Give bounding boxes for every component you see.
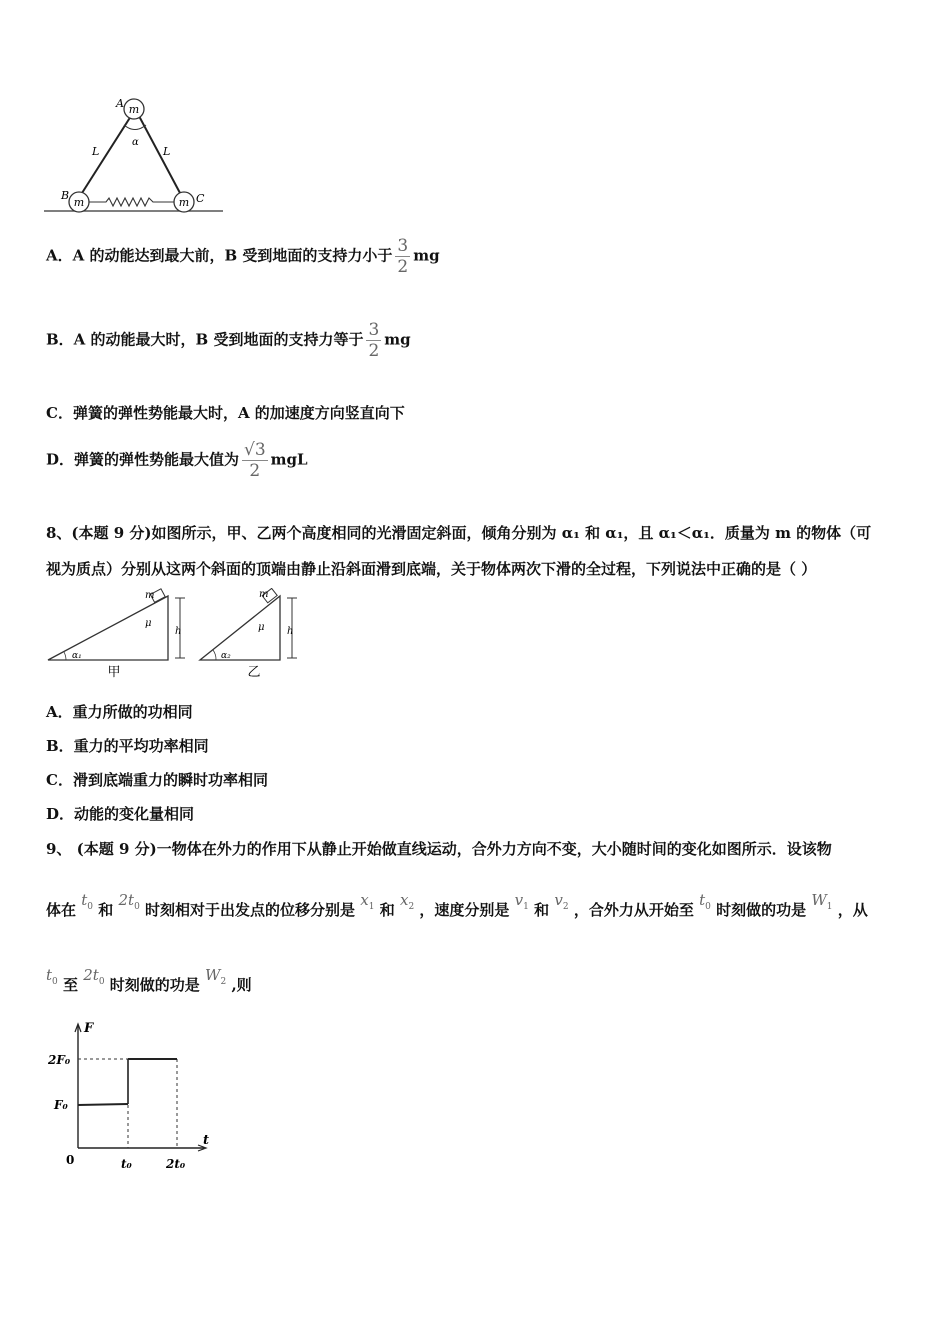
symbol-t0: $t_0$ — [699, 891, 711, 912]
q7-option-d: D．弹簧的弹性势能最大值为 $\frac{√3}{2}$ mgL — [46, 440, 308, 481]
symbol-2t0: $2t_0$ — [83, 966, 105, 987]
side-label-left: L — [92, 145, 100, 158]
origin-label: 0 — [66, 1153, 75, 1167]
y-axis-label: F — [84, 1021, 94, 1036]
label-c: C — [196, 192, 205, 205]
incline-yi — [200, 596, 280, 660]
rod-left — [82, 116, 131, 193]
spring — [88, 198, 174, 206]
caption-yi: 乙 — [247, 665, 261, 680]
q7-option-a: A．A 的动能达到最大前，B 受到地面的支持力小于 $\frac{3}{2}$ mg — [46, 236, 440, 277]
symbol-t0: $t_0$ — [81, 891, 94, 912]
fraction-3-2: $\frac{3}{2}$ — [397, 236, 409, 277]
mass-label-b: m — [73, 196, 85, 209]
svg-text:μ: μ — [258, 622, 265, 633]
angle-label: α — [132, 137, 139, 148]
svg-text:α₂: α₂ — [221, 651, 231, 661]
q8-option-d: D．动能的变化量相同 — [46, 805, 195, 823]
force-segment-f0 — [78, 1104, 128, 1105]
angle-arc — [124, 125, 146, 130]
mass-label-a: m — [128, 103, 140, 116]
svg-text:m: m — [145, 590, 155, 601]
symbol-v2: $v_2$ — [554, 891, 569, 912]
q8-stem-line2: 视为质点）分别从这两个斜面的顶端由静止沿斜面滑到底端，关于物体两次下滑的全过程，下列说法中正确的是（ ） — [46, 560, 817, 578]
symbol-2t0: $2t_0$ — [118, 891, 140, 912]
q8-option-c: C．滑到底端重力的瞬时功率相同 — [46, 771, 268, 789]
force-time-graph — [44, 1018, 224, 1178]
symbol-w1: $W_1$ — [811, 891, 833, 912]
label-b: B — [61, 189, 70, 202]
svg-text:m: m — [259, 589, 269, 600]
fraction-3-2: $\frac{3}{2}$ — [368, 320, 380, 361]
q9-stem-line1: 9、 (本题 9 分)一物体在外力的作用下从静止开始做直线运动，合外力方向不变，大小随时间的变化如图所示．设该物 — [46, 840, 832, 858]
q7-option-c: C．弹簧的弹性势能最大时，A 的加速度方向竖直向下 — [46, 404, 405, 422]
symbol-w2: $W_2$ — [205, 966, 227, 987]
label-a: A — [116, 97, 124, 110]
q9-stem-line2: 体在 $t_0$ 和 $2t_0$ 时刻相对于出发点的位移分别是 $x_1$ 和 $x_2$ ，速度分别是 $v_1$ 和 $v_2$ ，合外力从开始至 $t_0$ 时刻做的功是 $W_1$ ，从 — [46, 891, 868, 919]
tick-2f0: 2F₀ — [48, 1053, 71, 1067]
q8-stem-line1: 8、(本题 9 分)如图所示，甲、乙两个高度相同的光滑固定斜面，倾角分别为 α₁ 和 α₁，且 α₁＜α₁．质量为 m 的物体（可 — [46, 524, 872, 542]
side-label-right: L — [163, 145, 171, 158]
symbol-t0: $t_0$ — [46, 966, 58, 987]
q7-option-b: B．A 的动能最大时，B 受到地面的支持力等于 $\frac{3}{2}$ mg — [46, 320, 411, 361]
symbol-v1: $v_1$ — [514, 891, 529, 912]
q8-option-b: B．重力的平均功率相同 — [46, 737, 209, 755]
inclined-planes-figure — [44, 588, 314, 683]
svg-text:α₁: α₁ — [72, 651, 82, 661]
svg-text:h: h — [175, 626, 182, 637]
symbol-x2: $x_2$ — [399, 891, 415, 912]
rod-right — [139, 116, 180, 193]
tick-f0: F₀ — [54, 1098, 68, 1112]
symbol-x1: $x_1$ — [360, 891, 375, 912]
q9-stem-line3: $t_0$ 至 $2t_0$ 时刻做的功是 $W_2$ ,则 — [46, 966, 252, 994]
triangle-spring-figure — [40, 92, 230, 217]
mass-label-c: m — [178, 196, 190, 209]
q8-option-a: A．重力所做的功相同 — [46, 703, 193, 721]
x-axis-label: t — [203, 1133, 210, 1148]
tick-t0: t₀ — [121, 1157, 132, 1171]
tick-2t0: 2t₀ — [166, 1157, 186, 1171]
svg-text:h: h — [287, 626, 294, 637]
fraction-sqrt3-2: $\frac{√3}{2}$ — [244, 440, 266, 481]
svg-text:μ: μ — [145, 618, 152, 629]
caption-jia: 甲 — [107, 665, 121, 680]
